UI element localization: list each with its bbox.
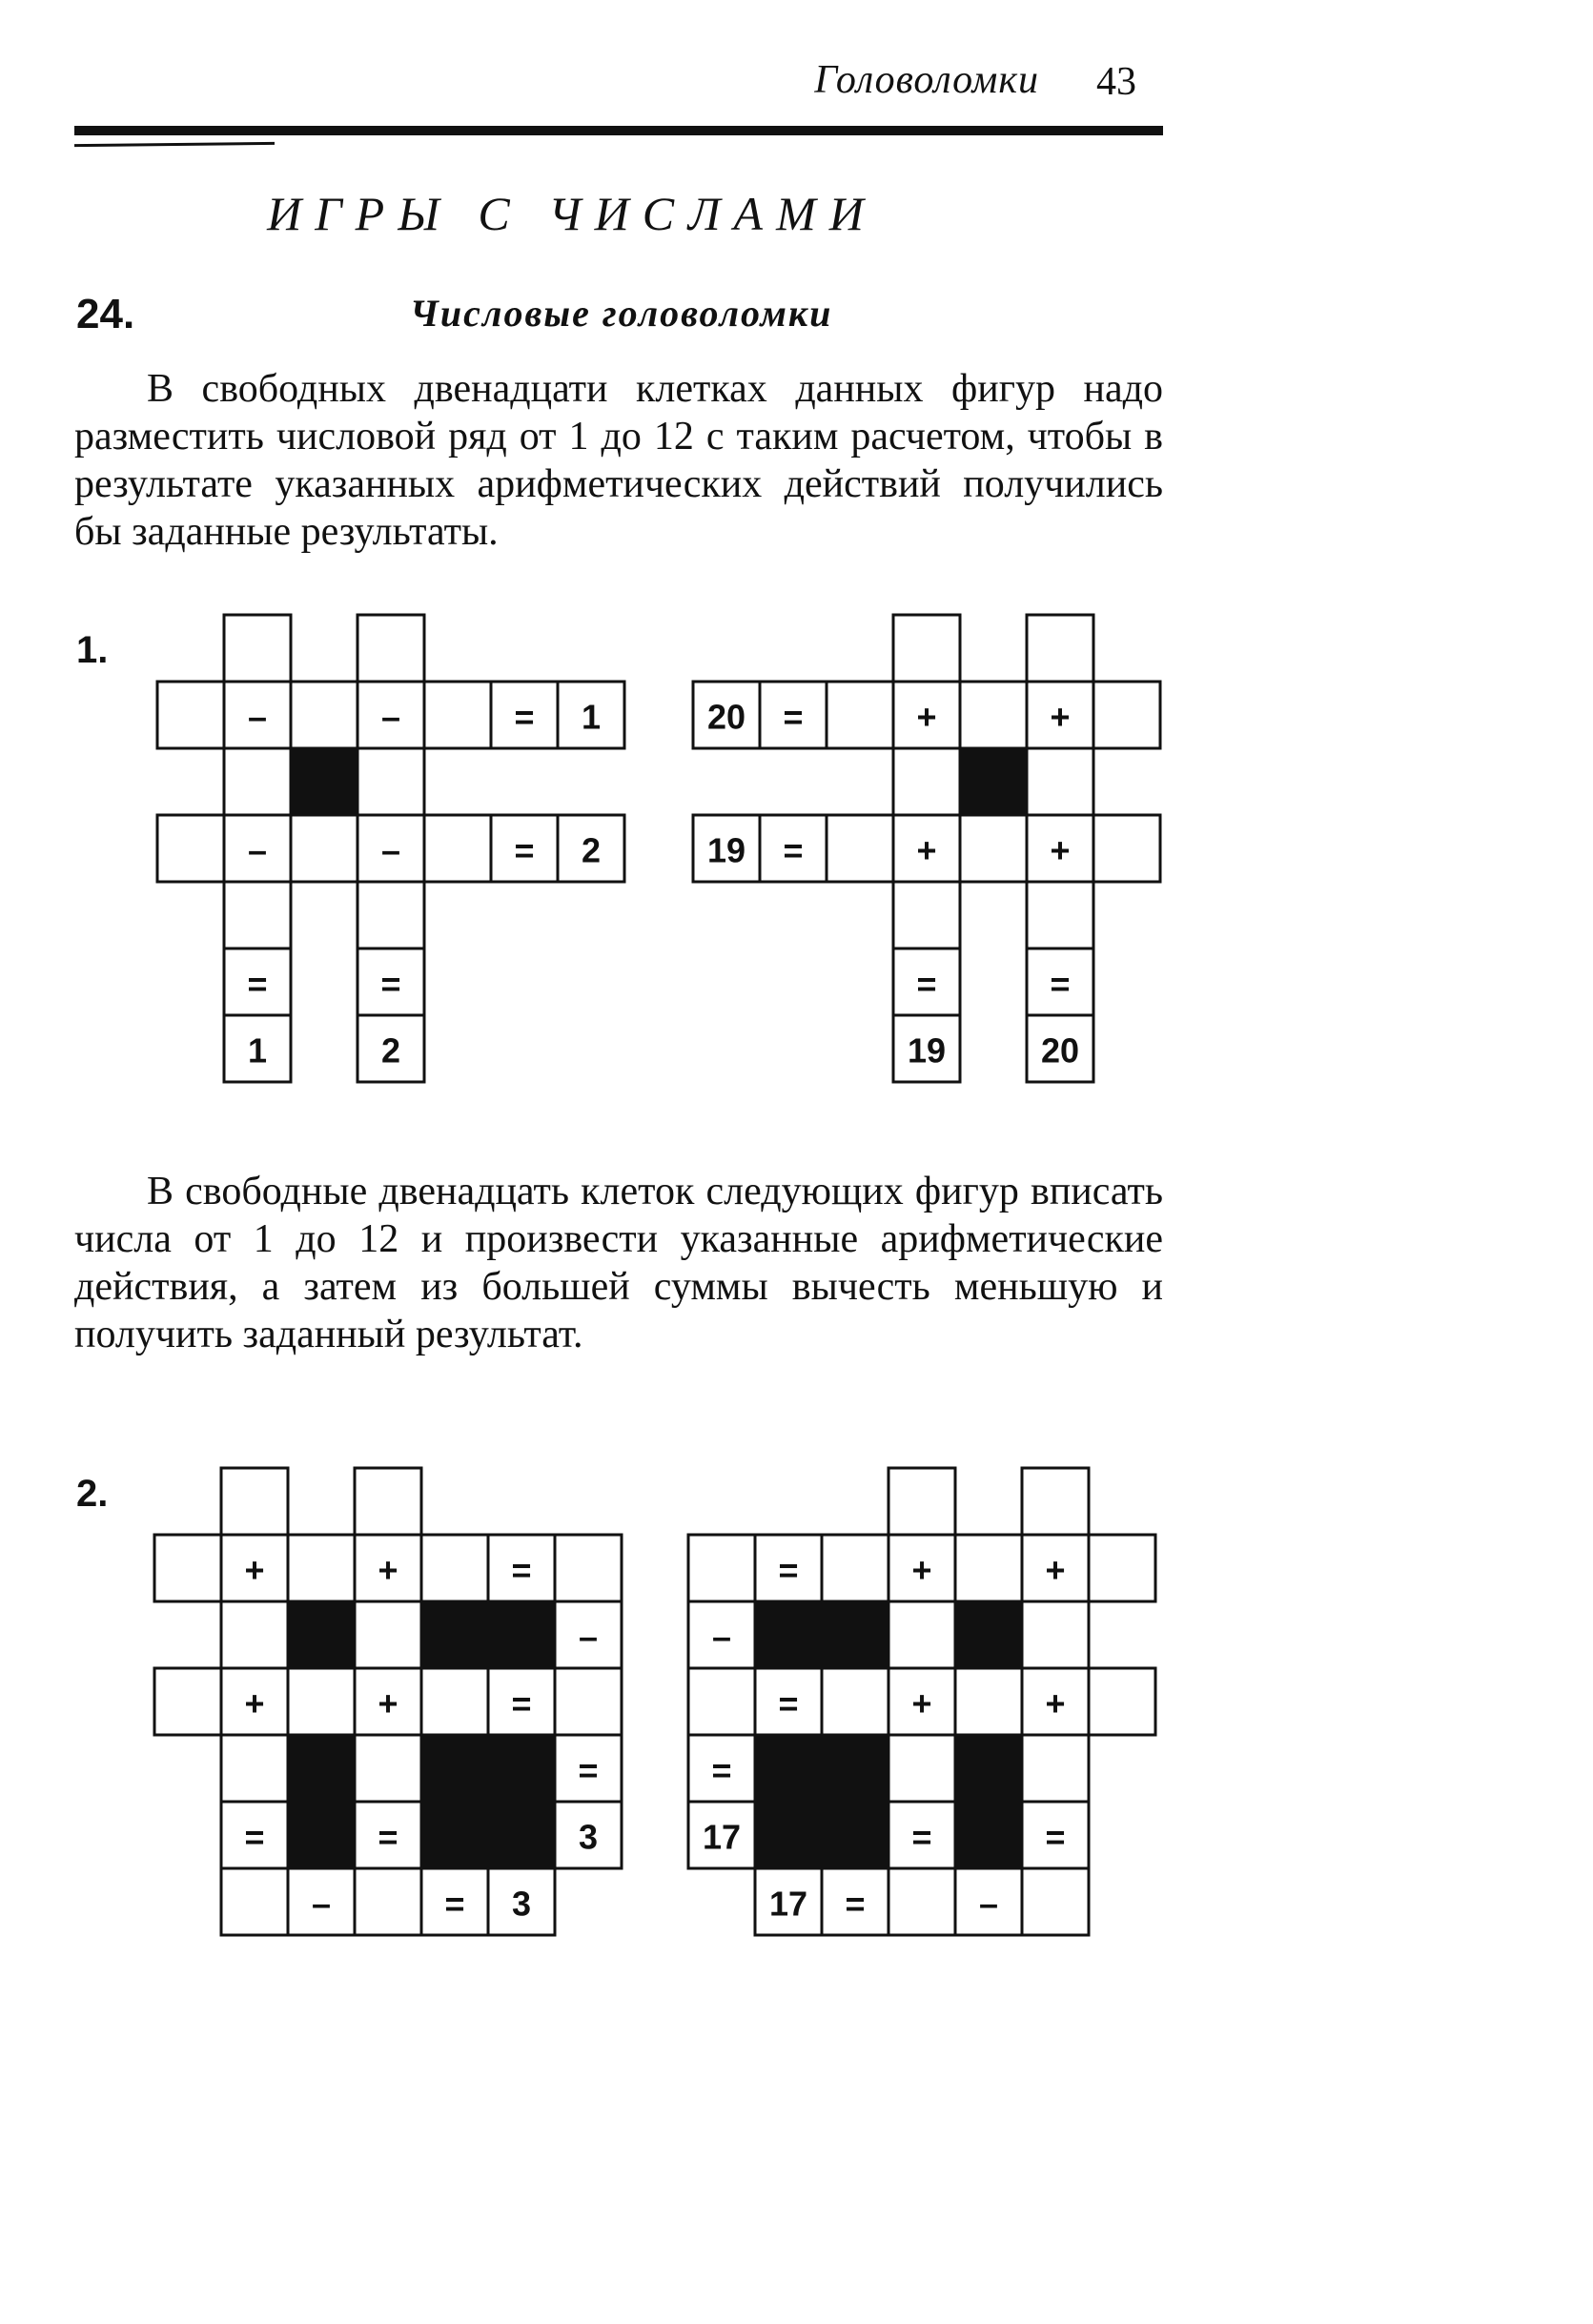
cell-operator: = bbox=[916, 964, 937, 1004]
cell-operator: – bbox=[247, 830, 268, 870]
empty-cell bbox=[1089, 1668, 1155, 1735]
cell-operator: = bbox=[783, 697, 804, 737]
black-cell bbox=[960, 748, 1027, 815]
empty-cell bbox=[224, 748, 291, 815]
cell-operator: – bbox=[711, 1617, 732, 1657]
empty-cell bbox=[355, 1868, 421, 1935]
black-cell bbox=[421, 1802, 488, 1868]
empty-cell bbox=[1022, 1735, 1089, 1802]
empty-cell bbox=[1093, 682, 1160, 748]
empty-cell bbox=[888, 1868, 955, 1935]
black-cell bbox=[955, 1735, 1022, 1802]
empty-cell bbox=[288, 1535, 355, 1601]
empty-cell bbox=[1027, 615, 1093, 682]
empty-cell bbox=[221, 1868, 288, 1935]
empty-cell bbox=[1022, 1868, 1089, 1935]
cell-operator: + bbox=[916, 697, 937, 737]
black-cell bbox=[755, 1735, 822, 1802]
black-cell bbox=[421, 1735, 488, 1802]
empty-cell bbox=[822, 1535, 888, 1601]
empty-cell bbox=[357, 615, 424, 682]
empty-cell bbox=[827, 815, 893, 882]
empty-cell bbox=[355, 1735, 421, 1802]
section-title: ИГРЫ С ЧИСЛАМИ bbox=[267, 187, 877, 240]
empty-cell bbox=[1093, 815, 1160, 882]
black-cell bbox=[288, 1601, 355, 1668]
puzzle-grid-1-right bbox=[693, 615, 1160, 1082]
empty-cell bbox=[893, 615, 960, 682]
cell-operator: + bbox=[1045, 1683, 1066, 1723]
cell-operator: = bbox=[711, 1750, 732, 1790]
empty-cell bbox=[888, 1601, 955, 1668]
cell-number: 20 bbox=[1040, 1030, 1080, 1070]
puzzle-grid-2-left bbox=[154, 1468, 622, 1935]
black-cell bbox=[955, 1601, 1022, 1668]
header-rule bbox=[74, 126, 1163, 135]
empty-cell bbox=[221, 1735, 288, 1802]
empty-cell bbox=[893, 882, 960, 948]
cell-operator: = bbox=[244, 1817, 265, 1857]
cell-operator: = bbox=[778, 1683, 799, 1723]
empty-cell bbox=[688, 1668, 755, 1735]
cell-operator: + bbox=[916, 830, 937, 870]
black-cell bbox=[421, 1601, 488, 1668]
cell-operator: + bbox=[911, 1683, 932, 1723]
empty-cell bbox=[288, 1668, 355, 1735]
cell-number: 20 bbox=[706, 697, 746, 737]
black-cell bbox=[488, 1802, 555, 1868]
cell-number: 3 bbox=[511, 1884, 532, 1924]
cell-operator: = bbox=[380, 964, 401, 1004]
empty-cell bbox=[893, 748, 960, 815]
empty-cell bbox=[157, 682, 224, 748]
empty-cell bbox=[291, 815, 357, 882]
puzzle-grid-2-right bbox=[688, 1468, 1155, 1935]
empty-cell bbox=[555, 1535, 622, 1601]
empty-cell bbox=[357, 882, 424, 948]
empty-cell bbox=[224, 615, 291, 682]
empty-cell bbox=[421, 1535, 488, 1601]
cell-operator: = bbox=[845, 1884, 866, 1924]
cell-operator: – bbox=[380, 830, 401, 870]
cell-operator: = bbox=[783, 830, 804, 870]
empty-cell bbox=[960, 815, 1027, 882]
cell-operator: = bbox=[1050, 964, 1071, 1004]
header-rule-thin bbox=[74, 142, 275, 147]
cell-operator: = bbox=[511, 1550, 532, 1590]
empty-cell bbox=[355, 1468, 421, 1535]
empty-cell bbox=[555, 1668, 622, 1735]
empty-cell bbox=[888, 1468, 955, 1535]
cell-operator: = bbox=[444, 1884, 465, 1924]
cell-number: 1 bbox=[581, 697, 602, 737]
empty-cell bbox=[221, 1468, 288, 1535]
cell-operator: – bbox=[247, 697, 268, 737]
cell-operator: = bbox=[1045, 1817, 1066, 1857]
empty-cell bbox=[424, 815, 491, 882]
running-title: Головоломки bbox=[814, 58, 1039, 102]
cell-operator: + bbox=[1050, 697, 1071, 737]
instructions-paragraph-2: В свободные двенадцать клеток следующих фигур вписать числа от 1 до 12 и произвести указанные арифметические действия, а затем из большей суммы вычесть меньшую и получить заданный результат. bbox=[74, 1170, 1163, 1356]
cell-operator: + bbox=[1045, 1550, 1066, 1590]
cell-operator: + bbox=[1050, 830, 1071, 870]
black-cell bbox=[822, 1601, 888, 1668]
cell-operator: = bbox=[514, 697, 535, 737]
empty-cell bbox=[1027, 882, 1093, 948]
cell-operator: – bbox=[311, 1884, 332, 1924]
empty-cell bbox=[822, 1668, 888, 1735]
cell-number: 17 bbox=[768, 1884, 808, 1924]
cell-operator: = bbox=[911, 1817, 932, 1857]
cell-number: 2 bbox=[581, 830, 602, 870]
cell-number: 17 bbox=[702, 1817, 742, 1857]
black-cell bbox=[288, 1735, 355, 1802]
empty-cell bbox=[688, 1535, 755, 1601]
cell-number: 19 bbox=[706, 830, 746, 870]
cell-operator: – bbox=[380, 697, 401, 737]
black-cell bbox=[755, 1601, 822, 1668]
black-cell bbox=[822, 1735, 888, 1802]
cell-number: 2 bbox=[380, 1030, 401, 1070]
cell-operator: + bbox=[378, 1550, 398, 1590]
empty-cell bbox=[154, 1668, 221, 1735]
cell-operator: = bbox=[378, 1817, 398, 1857]
black-cell bbox=[955, 1802, 1022, 1868]
instructions-paragraph-1: В свободных двенадцати клетках данных фигур надо разместить числовой ряд от 1 до 12 с таким расчетом, чтобы в результате указанных арифметических действий получились бы заданные результаты. bbox=[74, 367, 1163, 554]
cell-operator: + bbox=[911, 1550, 932, 1590]
black-cell bbox=[488, 1735, 555, 1802]
empty-cell bbox=[955, 1668, 1022, 1735]
black-cell bbox=[288, 1802, 355, 1868]
cell-operator: – bbox=[978, 1884, 999, 1924]
empty-cell bbox=[1027, 748, 1093, 815]
empty-cell bbox=[421, 1668, 488, 1735]
black-cell bbox=[488, 1601, 555, 1668]
page-number: 43 bbox=[1096, 60, 1136, 104]
cell-operator: = bbox=[578, 1750, 599, 1790]
empty-cell bbox=[221, 1601, 288, 1668]
cell-operator: + bbox=[244, 1683, 265, 1723]
figure-label-1: 1. bbox=[76, 629, 109, 671]
cell-operator: + bbox=[378, 1683, 398, 1723]
cell-operator: = bbox=[247, 964, 268, 1004]
empty-cell bbox=[157, 815, 224, 882]
cell-operator: = bbox=[514, 830, 535, 870]
empty-cell bbox=[355, 1601, 421, 1668]
empty-cell bbox=[1022, 1601, 1089, 1668]
empty-cell bbox=[291, 682, 357, 748]
cell-operator: = bbox=[778, 1550, 799, 1590]
figure-label-2: 2. bbox=[76, 1473, 109, 1515]
cell-operator: + bbox=[244, 1550, 265, 1590]
puzzle-grid-1-left bbox=[157, 615, 624, 1082]
empty-cell bbox=[154, 1535, 221, 1601]
cell-number: 19 bbox=[907, 1030, 947, 1070]
cell-operator: – bbox=[578, 1617, 599, 1657]
empty-cell bbox=[1022, 1468, 1089, 1535]
puzzle-number: 24. bbox=[76, 291, 135, 337]
empty-cell bbox=[960, 682, 1027, 748]
empty-cell bbox=[955, 1535, 1022, 1601]
black-cell bbox=[755, 1802, 822, 1868]
empty-cell bbox=[1089, 1535, 1155, 1601]
black-cell bbox=[291, 748, 357, 815]
empty-cell bbox=[224, 882, 291, 948]
empty-cell bbox=[827, 682, 893, 748]
empty-cell bbox=[357, 748, 424, 815]
empty-cell bbox=[424, 682, 491, 748]
black-cell bbox=[822, 1802, 888, 1868]
puzzle-title: Числовые головоломки bbox=[410, 292, 833, 335]
empty-cell bbox=[888, 1735, 955, 1802]
cell-operator: = bbox=[511, 1683, 532, 1723]
cell-number: 3 bbox=[578, 1817, 599, 1857]
cell-number: 1 bbox=[247, 1030, 268, 1070]
